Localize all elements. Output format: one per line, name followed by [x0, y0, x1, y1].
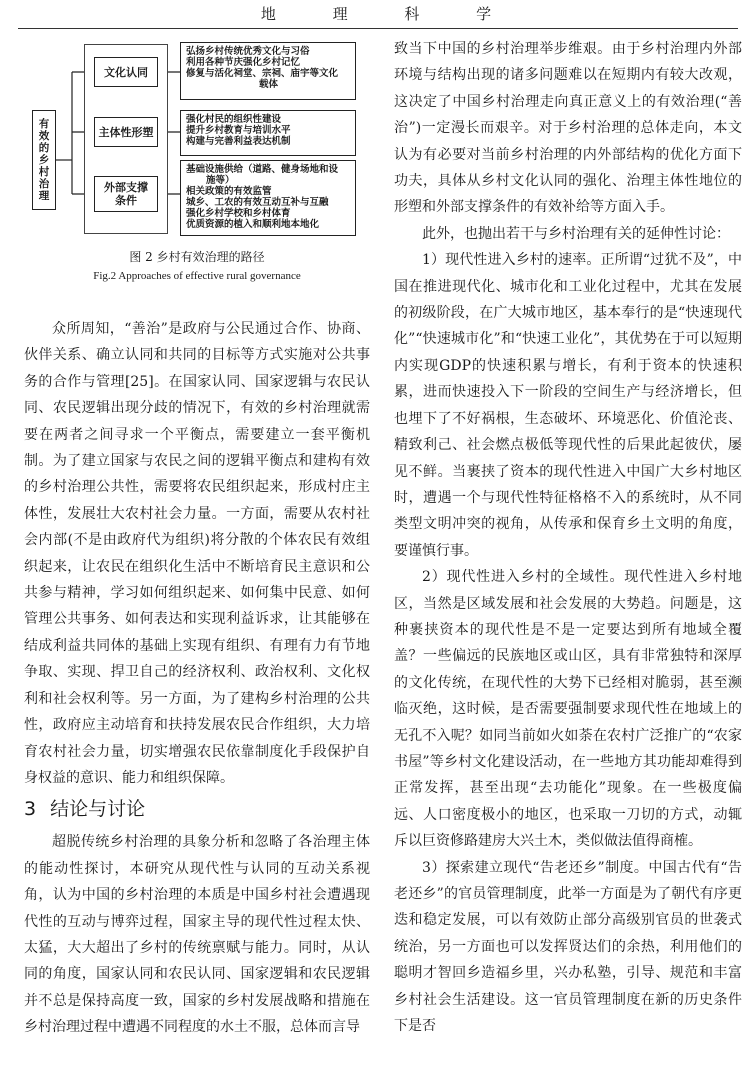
paragraph: 致当下中国的乡村治理举步维艰。由于乡村治理内外部环境与结构出现的诸多问题难以在短期内有较大改观，这决定了中国乡村治理走向真正意义上的有效治理(“善治”)一定漫长而艰辛。对于乡村治理的总体走向，本文认为有必要对当前乡村治理的内外部结构的优化方面下功夫，具体从乡村文化认同的强化、治理主体性地位的形塑和外部支撑条件的有效补给等方面入手。 [394, 41, 742, 216]
detail-item: 提升乡村教育与培训水平 [186, 125, 291, 136]
figure-caption-cn: 图 2 乡村有效治理的路径 [129, 250, 265, 264]
paragraph: 此外，也抛出若干与乡村治理有关的延伸性讨论： [422, 225, 730, 242]
detail-item: 基础设施供给（道路、健身场地和设 [186, 164, 339, 175]
detail-box-subjectivity [180, 110, 356, 156]
detail-item: 施等） [206, 175, 235, 186]
figure-caption-en: Fig.2 Approaches of effective rural governance [93, 270, 301, 282]
paragraph: 3）探索建立现代“告老还乡”制度。中国古代有“告老还乡”的官员管理制度，此举一方面是为了朝代有序更迭和稳定发展，可以有效防止部分高级别官员的世袭式统治，另一方面也可以发挥贤达们的余热，利用他们的聪明才智回乡造福乡里，兴办私塾，引导、规范和丰富乡村社会生活建设。这一官员管理制度在新的历史条件下是否 [394, 859, 742, 1035]
detail-item: 城乡、工农的有效互动互补与互融 [186, 197, 329, 208]
section-title: 结论与讨论 [50, 798, 146, 821]
detail-item: 构建与完善利益表达机制 [186, 136, 291, 147]
detail-box-culture [180, 42, 356, 100]
paragraph: 1）现代性进入乡村的速率。正所谓“过犹不及”，中国在推进现代化、城市化和工业化过程中，尤其在发展的初级阶段，在广大城市地区，基本奉行的是“快速现代化”“快速城市化”和“快速工业化”，其优势在于可以短期内实现GDP的快速积累与增长，有利于资本的快速积累，进而快速投入下一阶段的空间生产与经济增长，但也埋下了不好祸根，生态破坏、环境恶化、价值沦丧、精致利己、社会燃点极低等现代性的后果此起彼伏，屡见不鲜。当裹挟了资本的现代性进入中国广大乡村地区时，遭遇一个与现代性特征格格不入的系统时，从不同类型文明冲突的视角，从传承和保育乡土文明的角度，要谨慎行事。 [394, 252, 742, 559]
detail-item: 优质资源的植入和顺利地本地化 [186, 219, 320, 230]
left-column [24, 36, 370, 1068]
section-number: 3 [24, 798, 37, 821]
detail-item: 修复与活化祠堂、宗祠、庙宇等文化 [186, 68, 339, 79]
detail-item: 载体 [258, 79, 278, 90]
branch-box-culture: 文化认同 [94, 57, 158, 87]
branch-box-support: 外部支撑条件 [94, 176, 158, 212]
figure-root-box: 有效的乡村治理 [32, 110, 56, 210]
detail-item: 强化乡村学校和乡村体育 [186, 208, 291, 219]
detail-item: 强化村民的组织性建设 [186, 114, 282, 125]
paragraph: 超脱传统乡村治理的具象分析和忽略了各治理主体的能动性探讨，本研究从现代性与认同的互动关系视角，认为中国的乡村治理的本质是中国乡村社会遭遇现代性的互动与博弈过程，国家主导的现代性过程太快、太猛，大大超出了乡村的传统禀赋与能力。同时，从认同的角度，国家认同和农民认同、国家逻辑和农民逻辑并不总是保持高度一致，国家的乡村发展战略和措施在乡村治理过程中遭遇不同程度的水土不服，总体而言导 [24, 834, 370, 1036]
detail-item: 弘扬乡村传统优秀文化与习俗 [186, 46, 310, 57]
figure-2 [24, 36, 370, 292]
right-column [394, 36, 742, 1068]
branch-box-subjectivity: 主体性形塑 [94, 117, 158, 147]
detail-box-support [180, 160, 356, 236]
paragraph: 2）现代性进入乡村的全域性。现代性进入乡村地区，当然是区域发展和社会发展的大势趋。问题是，这种裹挟资本的现代性是不是一定要达到所有地域全覆盖？一些偏远的民族地区或山区，具有非常独特和深厚的文化传统，在现代性的大势下已经相对脆弱，甚至濒临灭绝，这时候，是否需要强制要求现代性在地域上的无孔不入呢？如同当前如火如荼在农村广泛推广的“农家书屋”等乡村文化建设活动，在一些地方其功能却难得到正常发挥，甚至出现“去功能化”现象。在一些极度偏远、人口密度极小的地区，也采取一刀切的方式，动辄斥以巨资修路建房大兴土木，类似做法值得商榷。 [394, 569, 742, 850]
detail-item: 利用各种节庆强化乡村记忆 [186, 57, 301, 68]
paragraph: 众所周知，“善治”是政府与公民通过合作、协商、伙伴关系、确立认同和共同的目标等方式实施对公共事务的合作与管理[25]。在国家认同、国家逻辑与农民认同、农民逻辑出现分歧的情况下，有效的乡村治理就需要在两者之间寻求一个平衡点，需要建立一套平衡机制。为了建立国家与农民之间的逻辑平衡点和建构有效的乡村治理公共性，需要将农民组织起来，形成村庄主体性，发展壮大农村社会力量。一方面，需要从农村社会内部(不是由政府代为组织)将分散的个体农民有效组织起来，让农民在组织化生活中不断培育民主意识和公共参与精神，学习如何组织起来、如何集中民意、如何管理公共事务、如何表达和实现利益诉求，让其能够在结成利益共同体的基础上实现有组织、有理有力有节地争取、实现、捍卫自己的经济权利、政治权利、文化权利和社会权利等。另一方面，为了建构乡村治理的公共性，政府应主动培育和扶持发展农民合作组织，大力培育农村社会力量，切实增强农民依靠制度化手段保护自身权益的意识、能力和组织保障。 [24, 321, 370, 786]
running-header: 地 理 科 学 [260, 5, 518, 23]
header-rule [18, 28, 738, 29]
detail-item: 相关政策的有效监管 [186, 186, 272, 197]
section-heading [24, 795, 370, 823]
